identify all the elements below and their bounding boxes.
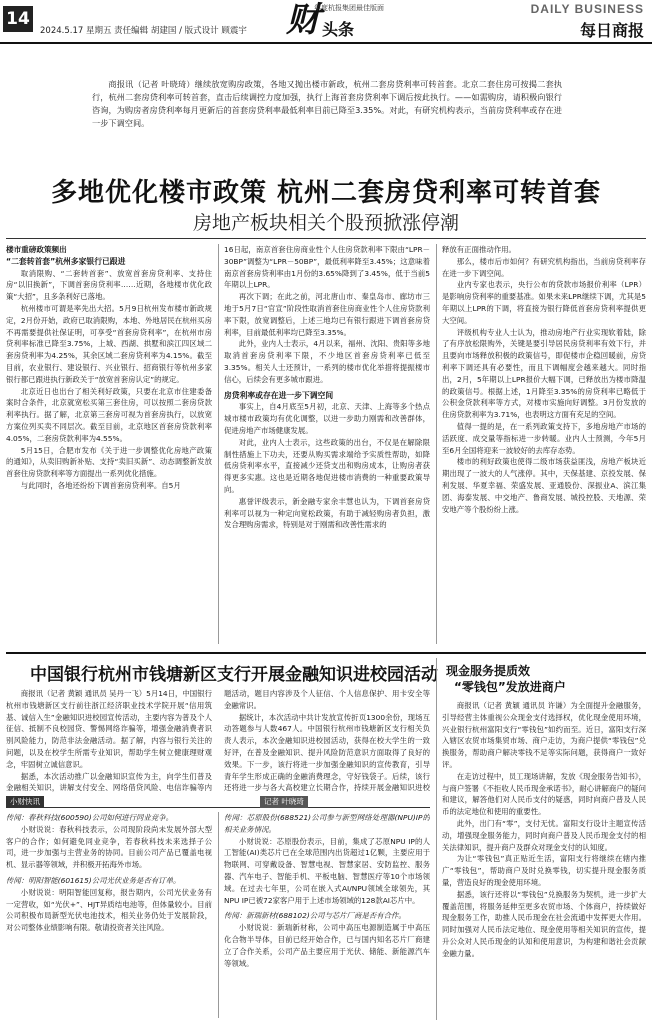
brief-source: 传闻：芯原股份(688521)公司参与新型网络处理器(NPU)IP的相关业务情况。 bbox=[224, 813, 430, 834]
brief-source: 传闻：春秋科技(600590)公司如何进行同业竞争。 bbox=[6, 813, 174, 822]
story-subtitle: “二套转首套”杭州多家银行已跟进 bbox=[6, 256, 126, 266]
brief-source: 传闻：新瑞新材(688102)公司与芯片厂商是否有合作。 bbox=[224, 911, 406, 921]
paper-name-en: DAILY BUSINESS bbox=[530, 2, 644, 16]
column-divider bbox=[218, 812, 219, 1018]
paragraph: 此外，业内人士表示，4月以来，福州、沈阳、贵阳等多地取消首套房贷利率下限，不少地区首套房贷利率已低至3.35%。相关人士还预计，一系列的楼市优化举措将提振楼市信心，后续会有更多城市跟进。 bbox=[224, 339, 430, 384]
paragraph: 题活动，题目内容涉及个人征信、个人信息保护、用卡安全等金融常识。 bbox=[224, 689, 430, 710]
briefs-author: 记者 叶晓琦 bbox=[260, 796, 308, 808]
paragraph: 再次下调；在此之前，河北唐山市、秦皇岛市、廊坊市三地于5月7日“官宣”阶段性取消首套住房商业性个人住房贷款利率下限，放宽调整后，上述三地均已有银行跟进下调首套房贷利率，目前最低利率均已降至3.35%。 bbox=[224, 292, 430, 337]
brief-body: 小财说说：春秋科技表示，公司现阶段尚未发展外部大型客户的合作；如何避免同业竞争，若春秋科技未来选择子公司，进一步加强与主营业务的协同。目前公司产品已覆盖电视机、显示器等领域，并积极开拓海外市场。 bbox=[6, 824, 212, 870]
paragraph: 据统计，本次活动中共计发放宣传折页1300余份，现场互动答题参与人数467人。中国银行杭州市钱塘新区支行相关负责人表示，本次金融知识进校园活动，获得在校大学生的一致好评，在普及金融知识、提升风险防范意识方面取得了良好的效果。下一步，该行将进一步加强金融知识的宣传教育，引导青年学生形成正确的金融消费理念，守好钱袋子。后续，该行还将进一步与各大高校建立长期合作，持续开展金融知识进校 bbox=[224, 712, 430, 792]
brief-body: 小财说说：新瑞新材称，公司中高压电源制造属于中高压化合物半导体，目前已经开始合作，已与国内知名芯片厂商建立了合作关系，公司产品主要应用于光伏、储能、新能源汽车等领域。 bbox=[224, 923, 430, 968]
paragraph: 事实上，自4月底至5月初，北京、天津、上海等多个热点城市楼市政策均有优化调整，以进一步助力刚需和改善群体，促进房地产市场健康发展。 bbox=[224, 402, 430, 435]
column-divider bbox=[436, 244, 437, 644]
card-story-title: 现金服务提质效 bbox=[446, 664, 531, 678]
briefs-label: 小财快讯 bbox=[6, 796, 44, 808]
issue-meta: 2024.5.17 星期五 责任编辑 胡建国 / 版式设计 顾震宇 bbox=[40, 26, 247, 36]
paragraph: 5月15日，合肥市发布《关于进一步调整优化房地产政策的通知》，从卖旧购新补贴、支持“卖旧买新”、动态调整新发放首套住房贷款利率等方面提出一系列优化措施。 bbox=[6, 445, 212, 479]
divider bbox=[6, 652, 646, 654]
briefs-label-row bbox=[6, 796, 430, 808]
boc-story-col-1 bbox=[6, 688, 212, 792]
paragraph: 据悉，本次活动推广以金融知识宣传为主，向学生们普及金融相关知识，讲解支付安全、网络借贷风险、电信诈骗等内 bbox=[6, 771, 212, 792]
main-story-col-2 bbox=[224, 244, 430, 646]
paragraph: 商报讯（记者 黄颖 通讯员 许谦）为全面提升金融服务，引导经营主体重视公众现金支付选择权，优化现金使用环境，兴业银行杭州富阳支行“零钱包”如约而至。近日，富阳支行深入辖区农贸市场集贸市场、商户走访，为商户提供“零钱包”兑换服务，帮助商户解决零钱不足等实际问题，获得商户一致好评。 bbox=[442, 701, 646, 769]
card-story-subtitle: “零钱包”发放进商户 bbox=[454, 680, 566, 694]
paragraph: 杭州楼市可谓是率先出大招。5月9日杭州发布楼市新政规定，2月份开始，政府已取消限购，本地、外地居民在杭州买房不再需要提供社保证明，可享受“首套房贷利率”，在杭州市房贷利率标准已降至3.75%，上城、西湖、拱墅和滨江四区域二套房贷利率为4.25%，其余区域二套房贷利率为4.15%。截至目前，农业银行、建设银行、兴业银行、招商银行等杭州多家银行都已跟进执行新政关于“放宽首套房认定”的规定。 bbox=[6, 303, 212, 384]
page-number: 14 bbox=[3, 6, 33, 32]
paragraph: 评级机构专业人士认为，推动房地产行业实现软着陆，除了有序放松限购外，关键是要引导居民房贷利率有效下行，并且要向市场释放积极的政策信号，即促楼市企稳回暖前，房贷利率下调还具有必要性，而且下调幅度会越来越大。同时指出，2月，5年期以上LPR报价大幅下调，已释放出为楼市降温的政策信号。根据上述，1月降至3.35%的房贷利率已略低于公积金贷款利率等方式，对楼市实施向好调整。3月份发放的住房贷款利率为3.71%，也表明这方面有充足的空间。 bbox=[442, 327, 646, 420]
story-kicker: 楼市重磅政策频出 bbox=[6, 245, 67, 254]
brief-body: 小财说说：芯原股份表示，目前，集成了芯原NPU IP的人工智能(AI)类芯片已在全球范围内出货超过1亿颗，主要应用于物联网、可穿戴设备、智慧电视、智慧家居、安防监控、服务器、汽车电子、智能手机、平板电脑、智慧医疗等10个市场领域。在过去七年里，公司在嵌入式AI/NPU领域全球领先，其NPU IP已被72家客户用于上述市场领域的128款AI芯片中。 bbox=[224, 836, 430, 905]
paragraph: 北京近日也出台了相关利好政策，只要在北京市住建委备案时合条件，北京就宽松买第三套住房，可以按照二套房贷款利率执行。据了解，北京第三套房可视为首套房执行，以放宽方案位列买卖不同层次。截至目前，北京地区首套房贷款利率4.05%，二套房贷款利率为4.55%。 bbox=[6, 386, 212, 443]
brief-source: 传闻：明阳智能(601615)公司光伏业务是否有订单。 bbox=[6, 875, 181, 885]
briefs-col-2 bbox=[224, 812, 430, 1020]
story-subheading: 房贷利率或存在进一步下调空间 bbox=[224, 390, 334, 400]
boc-story-col-2 bbox=[224, 688, 430, 792]
paragraph: 据悉，该行还将以“零钱包”兑换服务为契机，进一步扩大覆盖范围，将服务延伸至更多农贸市场、个体商户，持续做好现金服务工作，助推人民币现金在社会流通中发挥更大作用。同时加强对人民币法定地位、现金使用等相关知识的宣传，提升公众对人民币现金的认知和使用意识，为构建和谐社会贡献金融力量。 bbox=[442, 889, 646, 958]
paragraph: 与此同时，各地还纷纷下调首套房贷利率。自5月 bbox=[20, 480, 181, 490]
masthead bbox=[0, 0, 652, 44]
section-tagline: 年度杭报集团最佳版面 bbox=[314, 4, 384, 12]
paragraph: 惠誉评级表示，新金融专家余丰慧也认为，下调首套房贷利率可以视为一种定向宽松政策，有助于减轻购房者负担，激发合理购房需求，特别是对于刚需和改善性需求的 bbox=[224, 496, 430, 530]
column-divider bbox=[218, 244, 219, 644]
paragraph: 楼市的利好政策也使得二级市场获益匪浅，房地产板块近期出现了一波大的人气涨停。其中，天保基建、京投发展、保利发展、华夏幸福、荣盛发展、亚通股份、深振业A、滨江集团、海泰发展、中交地产、鲁商发展、城投控股、天地源、荣安地产等个股纷纷上涨。 bbox=[442, 457, 646, 514]
briefs-col-1 bbox=[6, 812, 212, 1020]
paper-name-cn: 每日商报 bbox=[579, 21, 644, 40]
boc-story-title: 中国银行杭州市钱塘新区支行开展金融知识进校园活动 bbox=[30, 665, 438, 685]
column-divider bbox=[436, 658, 437, 1020]
paragraph: 此外，出门有“零”，支付无忧。富阳支行设计主题宣传活动，增强现金服务能力，同时向商户普及人民币现金支付的相关法律知识，提升商户及群众对现金支付的认知度。 bbox=[442, 818, 646, 852]
paragraph: 在走访过程中，员工现场讲解，发放《现金服务告知书》，与商户签署《不拒收人民币现金承诺书》，耐心讲解商户的疑问和建议，解答他们对人民币支付的疑惑，同时向商户普及人民币的法定地位和使用的重要性。 bbox=[442, 771, 646, 817]
paragraph: 释放有正面推动作用。 bbox=[442, 245, 516, 254]
card-story-body bbox=[442, 700, 646, 1020]
paragraph: 16日起，南京首套住房商业性个人住房贷款利率下限由“LPR－30BP”调整为“LPR－50BP”，最低利率降至3.45%；这意味着南京首套房贷利率由1月份的3.65%降到了3.45%，低于当前5年期以上LPR。 bbox=[224, 245, 430, 290]
divider bbox=[6, 238, 646, 239]
paragraph: 对此，业内人士表示，这些政策的出台，不仅是在解除限制性措施上下功夫，还要从购买需求端给予实质性帮助，如降低房贷利率水平，直接减少还贷支出和购房成本，让购房者获得更多实惠。这也是近期各地促进楼市消费的一种重要政策导向。 bbox=[224, 437, 430, 494]
main-story-col-1 bbox=[6, 244, 212, 646]
paragraph: 为让“零钱包”真正贴近生活，富阳支行将继续在辖内推广“零钱包”，帮助商户及时兑换零钱，切实提升现金服务质量，营造良好的现金使用环境。 bbox=[442, 854, 646, 887]
paragraph: 那么，楼市后市如何？有研究机构指出，当前房贷利率存在进一步下调空间。 bbox=[442, 256, 646, 278]
lead-paragraph: 商报讯（记者 叶晓琦）继续放宽购房政策，各地又抛出楼市新政，杭州二套房贷利率可转首套。北京二套住房可按揭二套执行，杭州二套房贷利率可转首套，直击后续调控力度加强，执行上海首套房贷利率下调后按此执行。——如需购房，请积极向银行咨询，为购房者房贷利率每月更新后的首套房贷利率最低利率目前已降至3.35%。对此，有研究机构表示，当前房贷利率或存在进一步下调空间。 bbox=[92, 79, 562, 128]
paragraph: 取消限购、“二套转首套”、放宽首套房贷利率、支持住房“以旧换新”，下调首套房贷利率……近期，各地楼市优化政策“大招”，且多条利好已落地。 bbox=[6, 268, 212, 302]
paragraph: 值得一提的是，在一系列政策支持下，多地房地产市场的活跃度、成交量等指标进一步转暖。业内人士预测，今年5月至6月全国将迎来一波较好的去库存态势。 bbox=[442, 421, 646, 455]
headline: 多地优化楼市政策 杭州二套房贷利率可转首套 bbox=[50, 178, 602, 208]
subheadline: 房地产板块相关个股预掀涨停潮 bbox=[192, 212, 459, 234]
main-story-col-3 bbox=[442, 244, 646, 646]
brief-body: 小财说说：明阳智能回复称，报告期内，公司光伏业务有一定营收，如“光伏+”、HJT异质结电池等，但体量较小。目前公司积极布局新型光伏电池技术，相关业务仍处于发展阶段，对公司整体业绩影响有限。敬请投资者关注风险。 bbox=[6, 887, 212, 933]
section-logo-char: 财 bbox=[286, 0, 320, 40]
section-name: 头条 bbox=[322, 20, 355, 39]
paragraph: 商报讯（记者 黄颖 通讯员 吴丹一飞）5月14日，中国银行杭州市钱塘新区支行前往浙江经济职业技术学院开展“信用筑基、诚信入生”金融知识进校园宣传活动，主要内容为普及个人征信、抵制不良校园贷、警惕网络诈骗等，增强金融消费者识别风险能力，防范非法金融活动。据了解，内容与银行关注的问题，以及在校学生所需专业知识，帮助学生树立健康理财观念，牢固树立诚信意识。 bbox=[6, 689, 212, 769]
paragraph: 业内专家也表示，央行公布的贷款市场报价利率（LPR）是影响房贷利率的重要基准。如果未来LPR继续下调，尤其是5年期以上LPR的下调，将直接为银行降低首套房贷利率提供更大空间。 bbox=[442, 280, 646, 325]
